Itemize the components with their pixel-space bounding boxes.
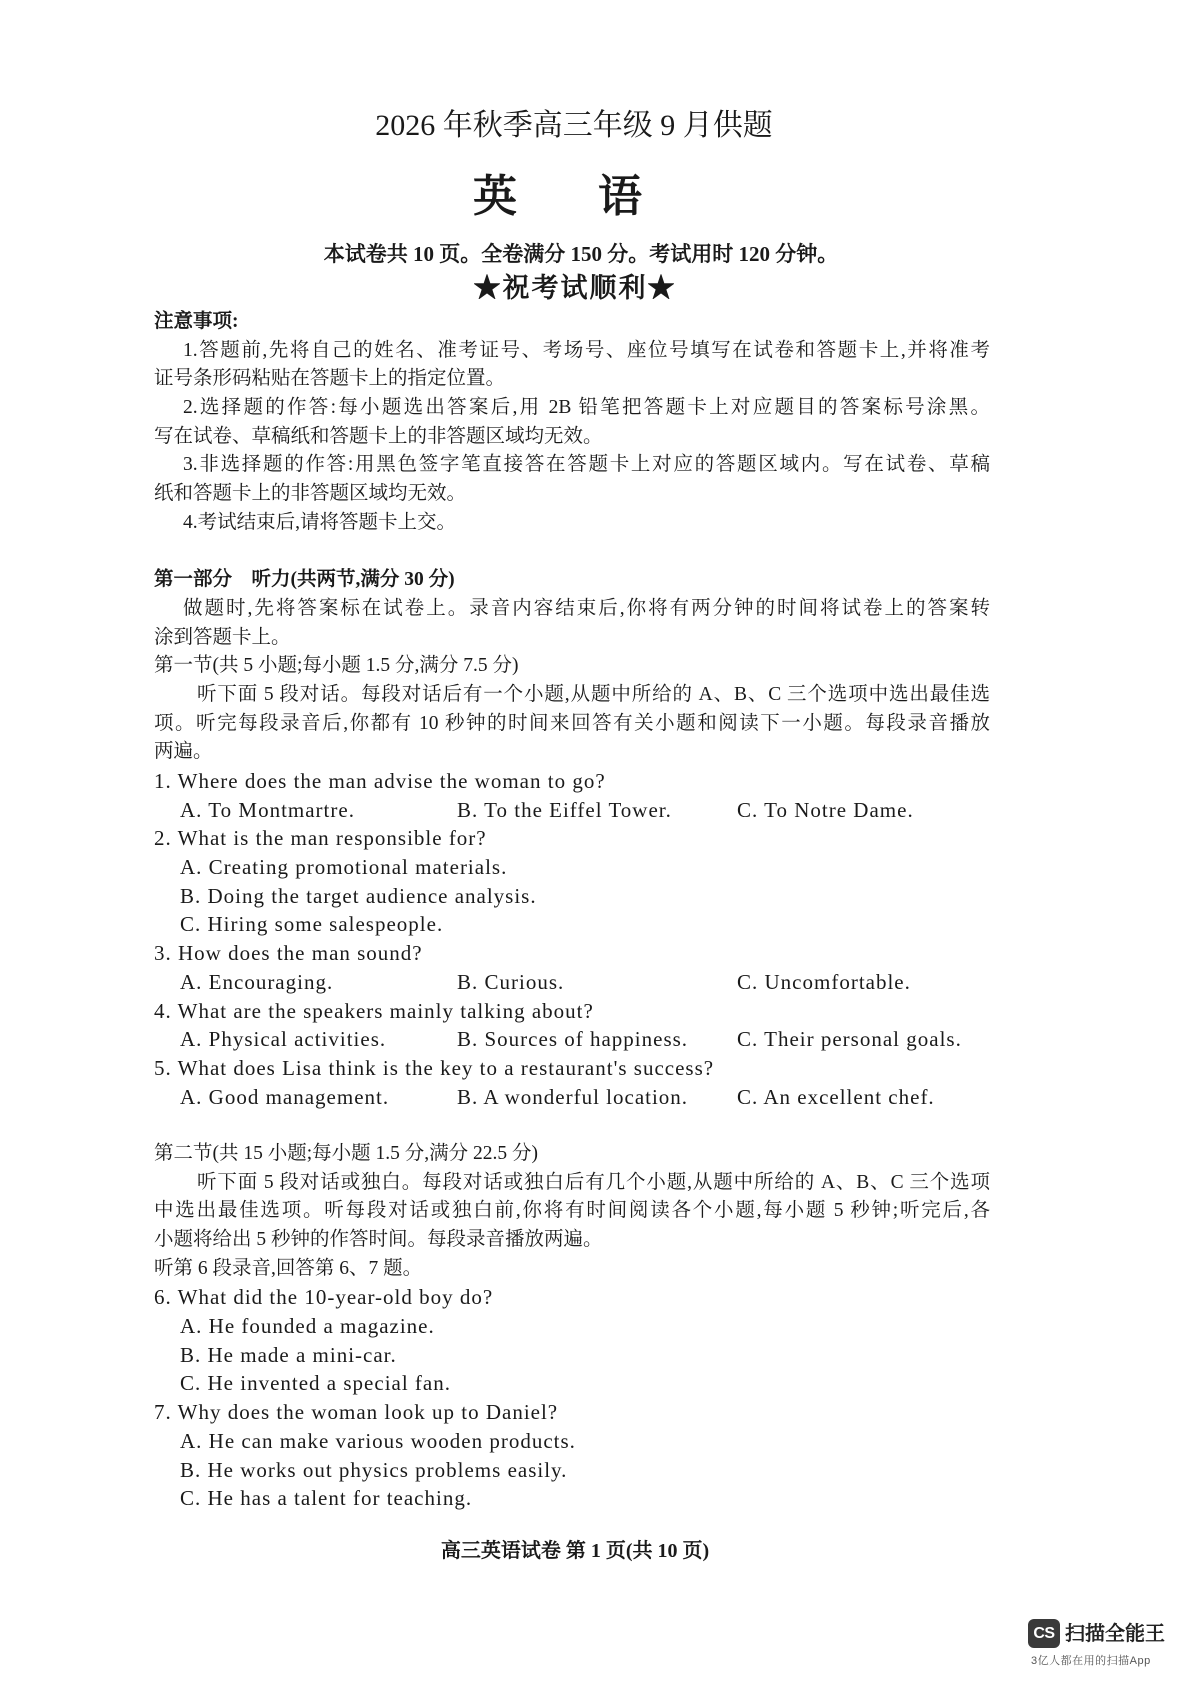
exam-title: 2026 年秋季高三年级 9 月供题 <box>375 109 773 142</box>
question-6-stem: 6. What did the 10-year-old boy do? <box>154 1285 494 1310</box>
notice-1-line-1: 1.答题前,先将自己的姓名、准考证号、考场号、座位号填写在试卷和答题卡上,并将准考 <box>183 339 990 361</box>
section1-directions-line-1: 听下面 5 段对话。每段对话后有一个小题,从题中所给的 A、B、C 三个选项中选出最佳选 <box>197 683 990 705</box>
notice-2-line-2: 写在试卷、草稿纸和答题卡上的非答题区域均无效。 <box>154 425 603 447</box>
question-3-option-c: C. Uncomfortable. <box>737 969 911 994</box>
scanner-slogan: 3亿人都在用的扫描App <box>1031 1655 1151 1667</box>
exam-body <box>154 308 990 1513</box>
scanner-brand: 扫描全能王 <box>1065 1623 1165 1645</box>
question-2-option-b: B. Doing the target audience analysis. <box>180 883 537 908</box>
question-1-options <box>154 796 990 825</box>
spacer <box>154 538 990 567</box>
question-6 <box>154 1283 990 1398</box>
part1-instructions-line-2: 涂到答题卡上。 <box>154 626 291 648</box>
question-3-stem: 3. How does the man sound? <box>154 941 423 966</box>
question-3-options <box>154 968 990 997</box>
section2-directions-line-2: 中选出最佳选项。听每段对话或独白前,你将有时间阅读各个小题,每小题 5 秒钟;听完后,各 <box>154 1200 990 1222</box>
exam-info: 本试卷共 10 页。全卷满分 150 分。考试用时 120 分钟。 <box>323 242 839 266</box>
section2-heading: 第二节(共 15 小题;每小题 1.5 分,满分 22.5 分) <box>154 1142 539 1164</box>
notice-2-line-1: 2.选择题的作答:每小题选出答案后,用 2B 铅笔把答题卡上对应题目的答案标号涂黑。 <box>183 397 990 419</box>
notice-item-3 <box>154 451 990 508</box>
notice-3-line-1: 3.非选择题的作答:用黑色签字笔直接答在答题卡上对应的答题区域内。写在试卷、草稿 <box>183 454 990 476</box>
question-5-option-c: C. An excellent chef. <box>737 1084 935 1109</box>
question-2-stem: 2. What is the man responsible for? <box>154 826 487 851</box>
question-1-option-b: B. To the Eiffel Tower. <box>457 797 672 822</box>
question-7-option-c: C. He has a talent for teaching. <box>180 1486 473 1511</box>
section1-directions-line-3: 两遍。 <box>154 741 213 763</box>
question-5-option-a: A. Good management. <box>180 1084 390 1109</box>
page-footer: 高三英语试卷 第 1 页(共 10 页) <box>440 1540 710 1562</box>
question-6-option-a: A. He founded a magazine. <box>180 1314 435 1339</box>
question-4-option-a: A. Physical activities. <box>180 1027 387 1052</box>
question-2-option-a: A. Creating promotional materials. <box>180 855 508 880</box>
question-1-option-c: C. To Notre Dame. <box>737 797 914 822</box>
section2-directions-line-3: 小题将给出 5 秒钟的作答时间。每段录音播放两遍。 <box>154 1229 603 1250</box>
group-prompt-6-7: 听第 6 段录音,回答第 6、7 题。 <box>154 1257 423 1279</box>
part1-instructions <box>154 595 990 652</box>
question-6-option-c: C. He invented a special fan. <box>180 1371 451 1396</box>
notice-item-4 <box>154 509 990 538</box>
question-1-stem: 1. Where does the man advise the woman to go? <box>154 769 606 793</box>
question-4-option-b: B. Sources of happiness. <box>457 1027 689 1052</box>
question-2-option-c: C. Hiring some salespeople. <box>180 912 444 937</box>
question-4-options <box>154 1025 990 1054</box>
part1-heading: 第一部分 听力(共两节,满分 30 分) <box>154 569 455 591</box>
scanner-badge-icon: CS <box>1028 1619 1060 1648</box>
question-2 <box>154 824 990 939</box>
notice-item-1 <box>154 337 990 394</box>
section2-directions <box>154 1169 990 1255</box>
question-3-option-b: B. Curious. <box>457 969 565 994</box>
question-4 <box>154 997 990 1054</box>
question-1 <box>154 767 990 824</box>
question-7 <box>154 1398 990 1513</box>
question-4-option-c: C. Their personal goals. <box>737 1027 962 1052</box>
question-7-stem: 7. Why does the woman look up to Daniel? <box>154 1400 559 1425</box>
section1-directions-line-2: 项。听完每段录音后,你都有 10 秒钟的时间来回答有关小题和阅读下一小题。每段录音播放 <box>154 712 990 734</box>
question-5 <box>154 1054 990 1111</box>
notice-item-2 <box>154 394 990 451</box>
section2-directions-line-1: 听下面 5 段对话或独白。每段对话或独白后有几个小题,从题中所给的 A、B、C 三个选项 <box>197 1171 990 1193</box>
notice-4-line-1: 4.考试结束后,请将答题卡上交。 <box>183 511 457 533</box>
question-4-stem: 4. What are the speakers mainly talking about? <box>154 998 594 1023</box>
question-7-option-b: B. He works out physics problems easily. <box>180 1457 568 1482</box>
subject-title: 英语 <box>473 172 723 221</box>
good-luck-banner: ★祝考试顺利★ <box>473 273 677 303</box>
question-6-option-b: B. He made a mini-car. <box>180 1342 397 1367</box>
notice-1-line-2: 证号条形码粘贴在答题卡上的指定位置。 <box>154 368 506 390</box>
question-5-option-b: B. A wonderful location. <box>457 1084 689 1109</box>
question-1-option-a: A. To Montmartre. <box>180 797 355 822</box>
question-5-options <box>154 1083 990 1112</box>
part1-instructions-line-1: 做题时,先将答案标在试卷上。录音内容结束后,你将有两分钟的时间将试卷上的答案转 <box>183 597 990 619</box>
notice-3-line-2: 纸和答题卡上的非答题区域均无效。 <box>154 483 467 505</box>
question-3 <box>154 939 990 996</box>
notice-heading: 注意事项: <box>154 311 239 332</box>
question-3-option-a: A. Encouraging. <box>180 969 334 994</box>
question-5-stem: 5. What does Lisa think is the key to a restaurant's success? <box>154 1055 715 1080</box>
question-7-option-a: A. He can make various wooden products. <box>180 1428 576 1453</box>
section1-heading: 第一节(共 5 小题;每小题 1.5 分,满分 7.5 分) <box>154 655 519 677</box>
spacer <box>154 1111 990 1140</box>
section1-directions <box>154 681 990 767</box>
